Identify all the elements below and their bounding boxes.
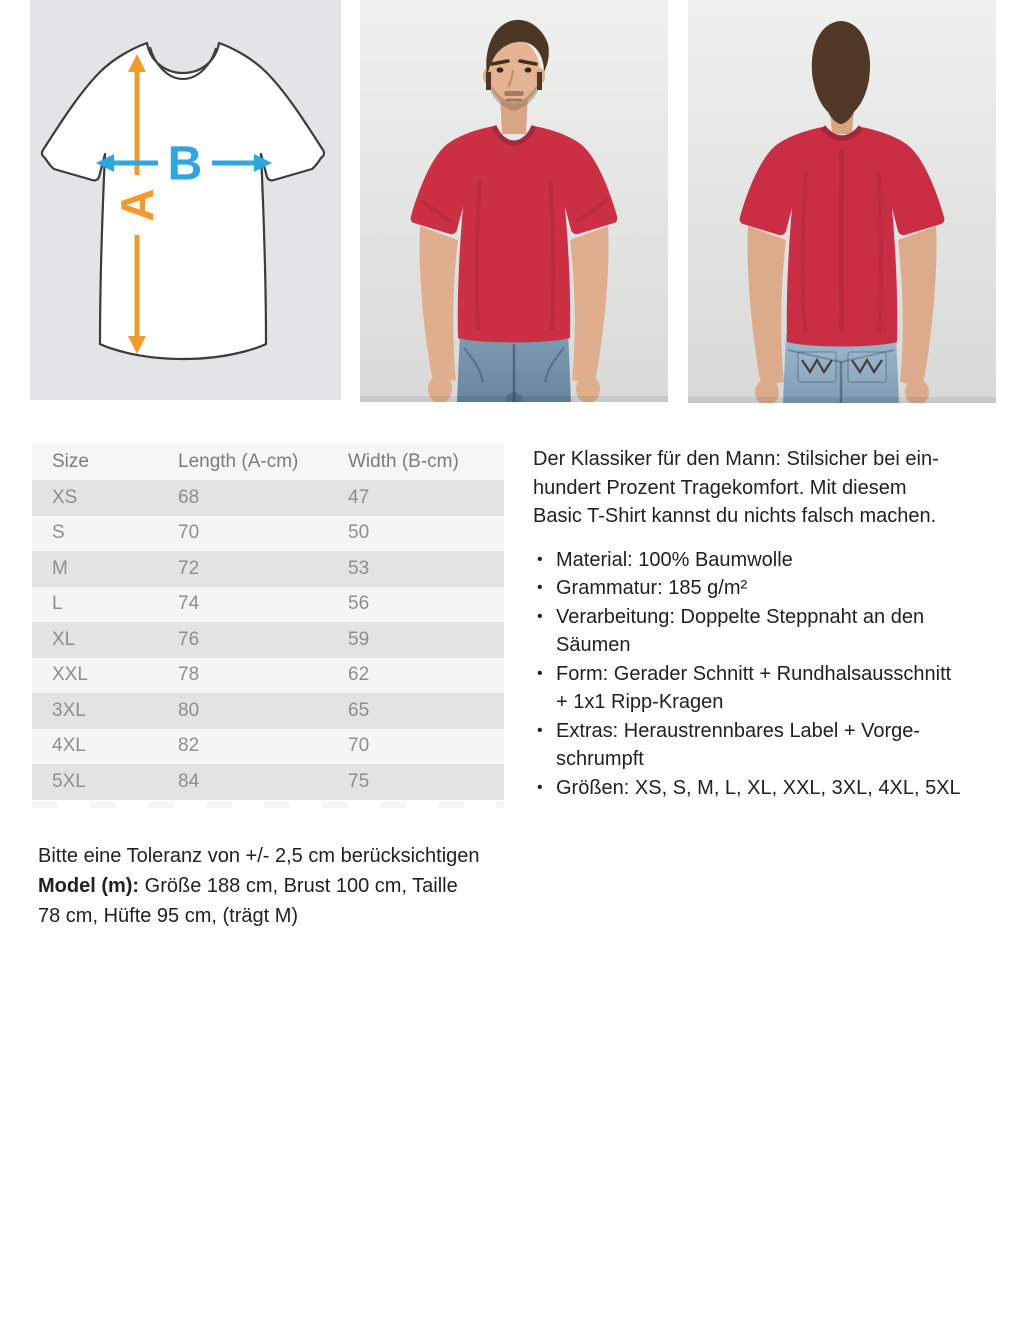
size-table — [32, 443, 504, 808]
photo-bottom-shadow — [360, 396, 668, 402]
description-intro: Der Klassiker für den Mann: Stilsicher bei ein- hundert Prozent Tragekomfort. Mit diesem Basic T-Shirt kannst du nichts falsch machen. — [533, 448, 939, 527]
table-row: 3XL 80 65 — [32, 693, 504, 729]
table-row: 4XL 82 70 — [32, 729, 504, 765]
spec-bullet-material: • Material: 100% Baumwolle — [533, 546, 1011, 575]
column-header-width: Width (B-cm) — [348, 450, 459, 472]
spec-bullet-groessen: • Größen: XS, S, M, L, XL, XXL, 3XL, 4XL, 5XL — [533, 774, 1011, 803]
product-description — [533, 445, 1011, 802]
table-row: 5XL 84 75 — [32, 764, 504, 800]
model-front-illustration — [360, 0, 668, 402]
spec-bullet-grammatur: • Grammatur: 185 g/m² — [533, 574, 1011, 603]
length-arrow-label: A — [111, 188, 163, 222]
model-sideburn-left — [486, 72, 491, 90]
table-row: L 74 56 — [32, 587, 504, 623]
spec-bullet-list — [533, 546, 1011, 803]
spec-bullet-verarbeitung: • Verarbeitung: Doppelte Steppnaht an den Säumen — [533, 603, 1011, 660]
tolerance-note: Bitte eine Toleranz von +/- 2,5 cm berücksichtigen — [38, 845, 480, 867]
table-row: M 72 53 — [32, 551, 504, 587]
spec-bullet-extras: • Extras: Heraustrennbares Label + Vorge- schrumpft — [533, 717, 1011, 774]
model-measurements: Model (m): Größe 188 cm, Brust 100 cm, Taille — [38, 875, 458, 897]
model-sideburn-right — [537, 72, 542, 90]
spec-bullet-form: • Form: Gerader Schnitt + Rundhalsausschnitt + 1x1 Ripp-Kragen — [533, 660, 1011, 717]
model-measurements-line2: 78 cm, Hüfte 95 cm, (trägt M) — [38, 905, 299, 927]
model-label: Model (m): — [38, 875, 140, 897]
table-row: XS 68 47 — [32, 480, 504, 516]
measurement-notes — [38, 841, 480, 931]
model-front-photo — [360, 0, 668, 402]
table-cropped-row — [32, 802, 504, 808]
width-arrow-label: B — [167, 137, 203, 191]
table-row: XXL 78 62 — [32, 658, 504, 694]
column-header-length: Length (A-cm) — [178, 450, 299, 472]
table-row: XL 76 59 — [32, 622, 504, 658]
size-diagram-image — [30, 0, 341, 400]
table-row: S 70 50 — [32, 516, 504, 552]
column-header-size: Size — [52, 450, 89, 472]
photo-bottom-shadow — [688, 397, 996, 403]
model-back-illustration — [688, 0, 996, 403]
tshirt-measurement-diagram — [30, 0, 341, 400]
model-back-photo — [688, 0, 996, 403]
size-table-header — [32, 443, 504, 480]
